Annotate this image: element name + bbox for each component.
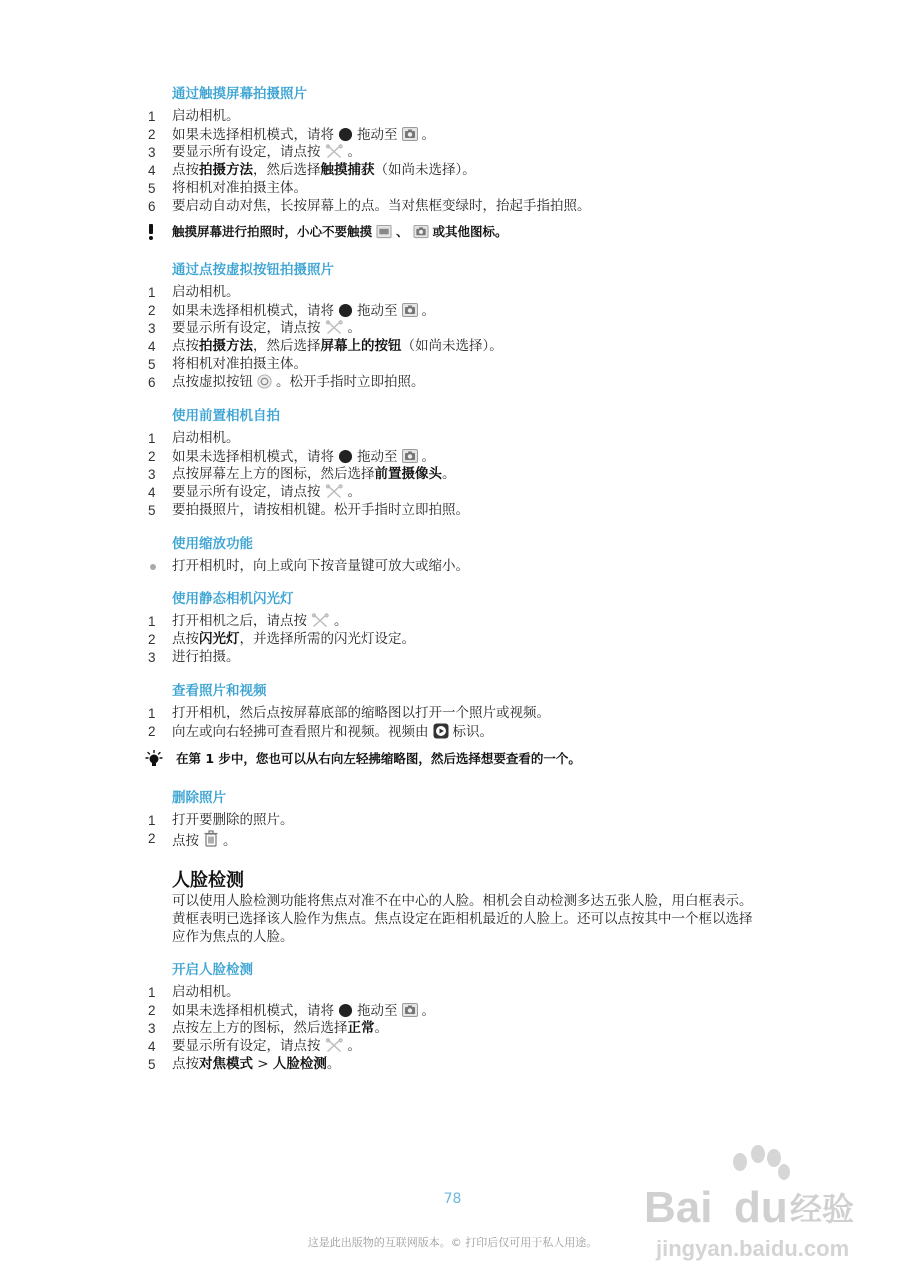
step-number: 6: [148, 199, 156, 214]
exclamation-icon: [147, 224, 155, 240]
settings-tools-icon: [325, 1038, 344, 1053]
step-number: 1: [148, 109, 156, 124]
step-number: 1: [148, 614, 156, 629]
step-text: 点按闪光灯，并选择所需的闪光灯设定。: [172, 631, 415, 647]
watermark-brand-du: du: [734, 1183, 788, 1232]
section-title-virtual-button: 通过点按虚拟按钮拍摄照片: [172, 262, 334, 278]
step-number: 6: [148, 375, 156, 390]
step-text: 启动相机。: [172, 984, 240, 1000]
step-number: 2: [148, 303, 156, 318]
list-item: [0, 1020, 905, 1037]
step-number: 1: [148, 431, 156, 446]
footer-notice: 这是此出版物的互联网版本。© 打印后仅可用于私人用途。: [307, 1236, 598, 1249]
camera-mode-icon: [402, 448, 418, 464]
step-text: 如果未选择相机模式，请将 拖动至 。: [172, 127, 435, 143]
step-text: 要显示所有设定，请点按 。: [172, 144, 361, 160]
section-title-flash: 使用静态相机闪光灯: [172, 591, 294, 607]
section-title-zoom: 使用缩放功能: [172, 536, 253, 552]
list-item: [0, 180, 905, 197]
list-item: [0, 198, 905, 215]
list-item: [0, 430, 905, 447]
step-number: 4: [148, 163, 156, 178]
step-text: 启动相机。: [172, 284, 240, 300]
list-item: [0, 484, 905, 501]
tip-text: 在第 1 步中，您也可以从右向左轻拂缩略图，然后选择想要查看的一个。: [176, 751, 581, 766]
shutter-button-icon: [257, 374, 272, 389]
list-item: [0, 144, 905, 161]
video-mode-icon: [376, 224, 392, 239]
step-number: 2: [148, 831, 156, 846]
list-item: [0, 320, 905, 337]
step-text: 如果未选择相机模式，请将 拖动至 。: [172, 303, 435, 319]
step-number: 5: [148, 357, 156, 372]
section-title-enable-face-detection: 开启人脸检测: [172, 962, 253, 978]
step-number: 3: [148, 650, 156, 665]
step-text: 如果未选择相机模式，请将 拖动至 。: [172, 449, 435, 465]
step-text: 要显示所有设定，请点按 。: [172, 320, 361, 336]
step-text: 点按屏幕左上方的图标，然后选择前置摄像头。: [172, 466, 456, 482]
list-item: [0, 284, 905, 301]
step-number: 4: [148, 1039, 156, 1054]
warning-note: [0, 223, 905, 241]
list-item: [0, 302, 905, 319]
step-text: 要启动自动对焦，长按屏幕上的点。当对焦框变绿时，抬起手指拍照。: [172, 198, 591, 214]
note-text: 触摸屏幕进行拍照时，小心不要触摸 、 或其他图标。: [172, 224, 508, 239]
step-text: 启动相机。: [172, 108, 240, 124]
list-item: [0, 338, 905, 355]
step-text: 点按拍摄方法，然后选择触摸捕获（如尚未选择）。: [172, 162, 476, 178]
tip-note: [0, 750, 905, 768]
list-item: [0, 723, 905, 740]
watermark-brand: Bai: [644, 1183, 713, 1232]
section-title-delete: 删除照片: [172, 790, 226, 806]
trash-icon: [203, 830, 219, 848]
list-item: [0, 108, 905, 125]
step-number: 3: [148, 1021, 156, 1036]
camera-mode-icon: [402, 126, 418, 142]
list-item: [0, 649, 905, 666]
black-dot-icon: [338, 1003, 353, 1018]
step-number: 1: [148, 985, 156, 1000]
list-item: [0, 830, 905, 847]
section-title-front-camera: 使用前置相机自拍: [172, 408, 280, 424]
step-number: 1: [148, 706, 156, 721]
video-play-icon: [433, 723, 449, 739]
list-item: [0, 1056, 905, 1073]
list-item: [0, 613, 905, 630]
list-item: [0, 705, 905, 722]
step-text: 打开相机之后，请点按 。: [172, 613, 348, 629]
black-dot-icon: [338, 127, 353, 142]
step-text: 点按 。: [172, 830, 237, 850]
step-text: 将相机对准拍摄主体。: [172, 356, 307, 372]
settings-tools-icon: [325, 144, 344, 159]
bullet-text: 打开相机时，向上或向下按音量键可放大或缩小。: [172, 558, 469, 574]
section-title-view: 查看照片和视频: [172, 683, 267, 699]
list-item: [0, 162, 905, 179]
step-number: 3: [148, 145, 156, 160]
step-number: 3: [148, 321, 156, 336]
list-item: [0, 631, 905, 648]
step-number: 5: [148, 503, 156, 518]
step-number: 1: [148, 285, 156, 300]
step-text: 将相机对准拍摄主体。: [172, 180, 307, 196]
heading-face-detection: 人脸检测: [172, 870, 244, 891]
face-detection-paragraph: 可以使用人脸检测功能将焦点对准不在中心的人脸。相机会自动检测多达五张人脸，用白框表示。黄框表明已选择该人脸作为焦点。焦点设定在距相机最近的人脸上。还可以点按其中一个框以选择应作为焦点的人脸。: [172, 893, 753, 945]
step-number: 2: [148, 127, 156, 142]
step-number: 2: [148, 1003, 156, 1018]
list-item: [0, 356, 905, 373]
step-text: 进行拍摄。: [172, 649, 240, 665]
step-text: 点按左上方的图标，然后选择正常。: [172, 1020, 388, 1036]
step-number: 5: [148, 181, 156, 196]
step-number: 3: [148, 467, 156, 482]
camera-mode-icon: [402, 1002, 418, 1018]
list-item: [0, 448, 905, 465]
list-item: [0, 126, 905, 143]
camera-mode-icon: [402, 302, 418, 318]
step-number: 4: [148, 485, 156, 500]
black-dot-icon: [338, 449, 353, 464]
step-text: 打开要删除的照片。: [172, 812, 294, 828]
list-item: [0, 812, 905, 829]
step-number: 2: [148, 724, 156, 739]
bullet-dot: [150, 564, 156, 570]
section-title-touch-shoot: 通过触摸屏幕拍摄照片: [172, 86, 307, 102]
list-item: [0, 558, 905, 575]
watermark-jingyan: 经验: [790, 1190, 855, 1228]
step-number: 2: [148, 632, 156, 647]
list-item: [0, 1002, 905, 1019]
list-item: [0, 502, 905, 519]
black-dot-icon: [338, 303, 353, 318]
step-number: 2: [148, 449, 156, 464]
page-number: 78: [443, 1191, 462, 1207]
settings-tools-icon: [311, 613, 330, 628]
step-number: 5: [148, 1057, 156, 1072]
watermark-url: jingyan.baidu.com: [656, 1236, 850, 1261]
settings-tools-icon: [325, 320, 344, 335]
step-text: 要拍摄照片，请按相机键。松开手指时立即拍照。: [172, 502, 469, 518]
settings-tools-icon: [325, 484, 344, 499]
step-text: 点按虚拟按钮 。松开手指时立即拍照。: [172, 374, 425, 390]
step-text: 打开相机，然后点按屏幕底部的缩略图以打开一个照片或视频。: [172, 705, 550, 721]
step-text: 启动相机。: [172, 430, 240, 446]
lightbulb-icon: [144, 750, 164, 768]
step-text: 向左或向右轻拂可查看照片和视频。视频由 标识。: [172, 724, 493, 740]
step-number: 4: [148, 339, 156, 354]
step-text: 要显示所有设定，请点按 。: [172, 484, 361, 500]
list-item: [0, 466, 905, 483]
step-number: 1: [148, 813, 156, 828]
list-item: [0, 984, 905, 1001]
step-text: 点按对焦模式 > 人脸检测。: [172, 1056, 341, 1072]
list-item: [0, 374, 905, 391]
list-item: [0, 1038, 905, 1055]
step-text: 要显示所有设定，请点按 。: [172, 1038, 361, 1054]
step-text: 点按拍摄方法，然后选择屏幕上的按钮（如尚未选择）。: [172, 338, 503, 354]
camera-mode-icon: [413, 224, 429, 239]
step-text: 如果未选择相机模式，请将 拖动至 。: [172, 1003, 435, 1019]
